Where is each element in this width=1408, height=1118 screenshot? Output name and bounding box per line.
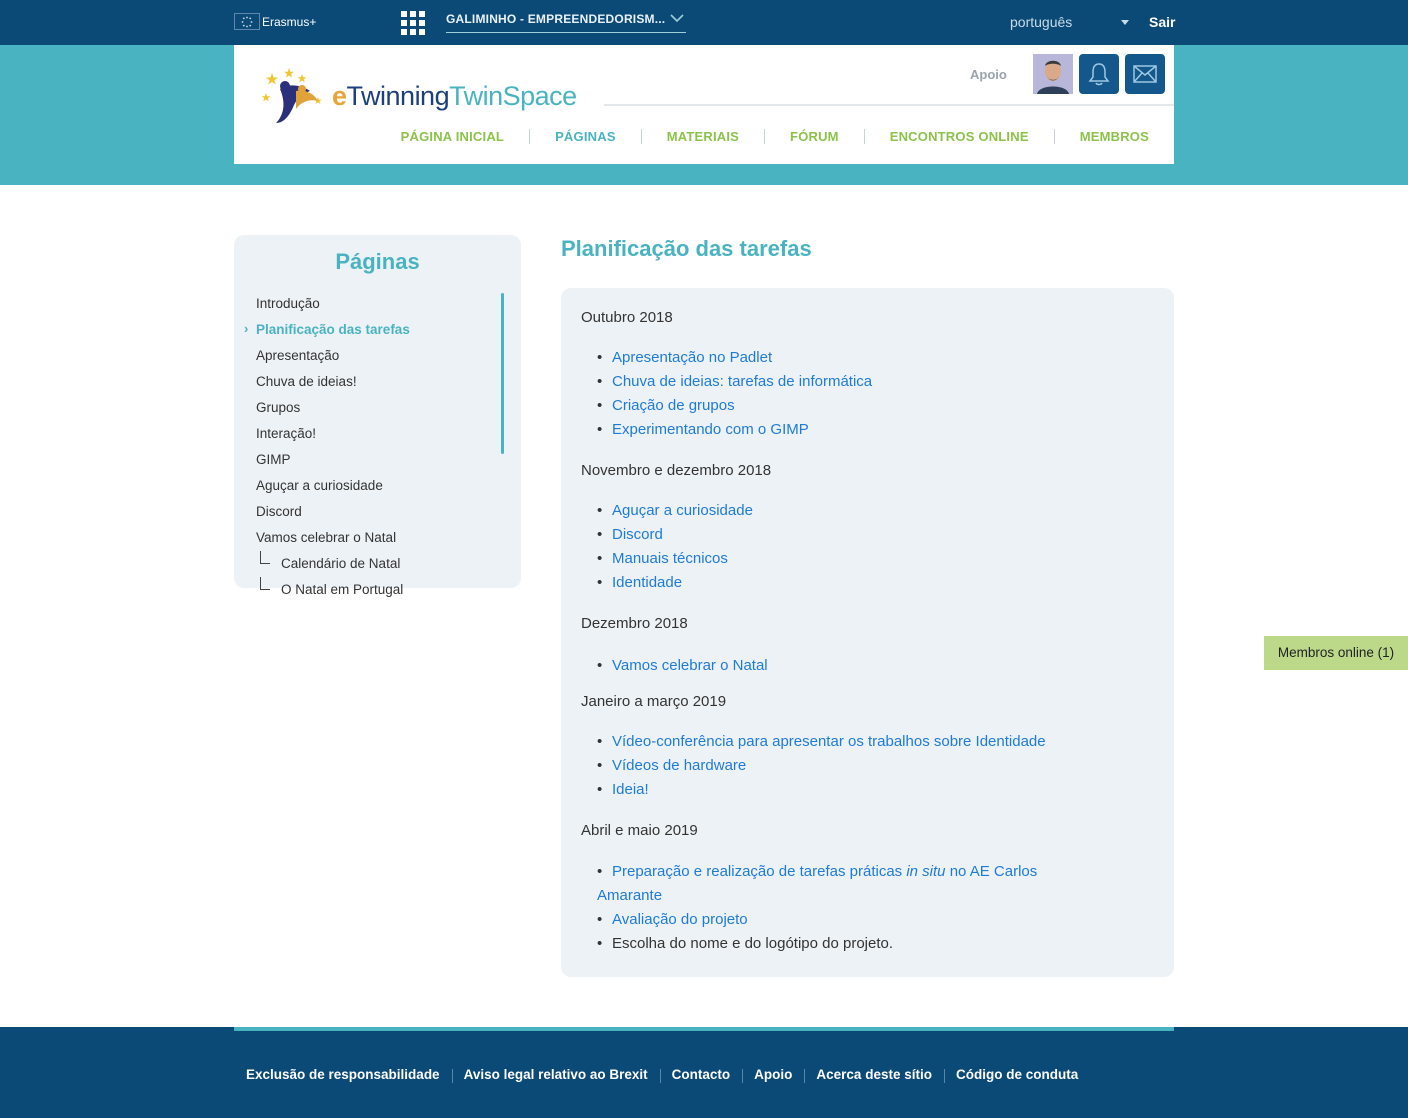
eu-flag-icon [234, 13, 260, 30]
nav-separator [764, 129, 765, 144]
footer-link-code-of-conduct[interactable]: Código de conduta [955, 1067, 1079, 1082]
section-abril-maio-2019 [581, 821, 1154, 956]
list-item [581, 730, 1154, 754]
page-content [561, 288, 1174, 977]
erasmus-logo[interactable] [234, 13, 316, 30]
link-gimp[interactable]: Experimentando com o GIMP [612, 421, 809, 438]
nav-home[interactable]: PÁGINA INICIAL [400, 129, 505, 144]
messages-button[interactable] [1125, 54, 1165, 94]
section-janeiro-marco-2019 [581, 692, 1154, 802]
footer-link-disclaimer[interactable]: Exclusão de responsabilidade [246, 1067, 440, 1082]
link-video-conferencia[interactable]: Vídeo-conferência para apresentar os trabalhos sobre Identidade [612, 733, 1046, 750]
sidebar-item-label: Planificação das tarefas [256, 322, 410, 337]
header [234, 45, 1174, 164]
list-item [581, 908, 1154, 932]
sidebar-item-gimp[interactable]: GIMP [256, 452, 291, 467]
top-bar [0, 0, 1408, 45]
footer-separator [944, 1069, 945, 1083]
pages-sidebar [234, 235, 521, 597]
footer-separator [804, 1069, 805, 1083]
list-item [581, 932, 1154, 956]
sidebar-item-chuva-de-ideias[interactable]: Chuva de ideias! [256, 374, 357, 389]
sidebar-item-planificacao[interactable] [234, 321, 521, 347]
sidebar-subitem-calendario[interactable] [234, 555, 521, 581]
sidebar-item-discord[interactable]: Discord [256, 504, 302, 519]
sidebar-page-list [234, 295, 521, 607]
footer-links [246, 1067, 1078, 1083]
erasmus-label: Erasmus+ [262, 14, 317, 29]
apps-grid-icon[interactable] [401, 11, 425, 35]
list-item [581, 778, 1154, 802]
sidebar-scrollbar[interactable] [501, 293, 504, 454]
list-item [581, 418, 1154, 442]
nav-members[interactable]: MEMBROS [1079, 129, 1149, 144]
link-agucar-curiosidade[interactable]: Aguçar a curiosidade [612, 502, 753, 519]
notifications-button[interactable] [1079, 54, 1119, 94]
footer-separator [742, 1069, 743, 1083]
page-title: Planificação das tarefas [561, 236, 812, 261]
section-heading: Novembro e dezembro 2018 [581, 462, 772, 479]
footer [0, 1027, 1408, 1118]
link-apresentacao-padlet[interactable]: Apresentação no Padlet [612, 349, 773, 366]
chevron-right-icon: › [244, 321, 249, 336]
etwinning-emblem-icon [258, 67, 328, 125]
link-avaliacao-projeto[interactable]: Avaliação do projeto [612, 911, 748, 928]
etwinning-logo[interactable] [258, 67, 577, 125]
link-criacao-grupos[interactable]: Criação de grupos [612, 397, 735, 414]
list-item [581, 654, 1154, 678]
link-videos-hardware[interactable]: Vídeos de hardware [612, 757, 747, 774]
link-identidade[interactable]: Identidade [612, 574, 683, 591]
footer-accent-line [234, 1027, 1174, 1031]
list-item [581, 346, 1154, 370]
footer-link-about[interactable]: Acerca deste sítio [816, 1067, 932, 1082]
project-name: GALIMINHO - EMPREENDEDORISM... [446, 12, 666, 26]
list-item [581, 547, 1154, 571]
section-dezembro-2018 [581, 614, 1154, 678]
support-link[interactable]: Apoio [970, 67, 1007, 82]
sidebar-item-interacao[interactable]: Interação! [256, 426, 317, 441]
nav-separator [529, 129, 530, 144]
list-item [581, 394, 1154, 418]
caret-down-icon[interactable] [1121, 20, 1129, 25]
user-avatar[interactable] [1033, 54, 1073, 94]
tree-connector [260, 577, 270, 590]
link-list [581, 499, 1154, 595]
sidebar-title: Páginas [335, 249, 420, 274]
mail-icon [1133, 65, 1157, 83]
link-manuais-tecnicos[interactable]: Manuais técnicos [612, 550, 728, 567]
sidebar-subitem-natal-portugal[interactable] [234, 581, 521, 607]
sidebar-item-introducao[interactable]: Introdução [256, 296, 320, 311]
footer-separator [660, 1069, 661, 1083]
link-list [581, 346, 1154, 442]
section-outubro-2018 [581, 308, 1154, 442]
section-heading: Outubro 2018 [581, 309, 673, 326]
logo-text: eTwinningTwinSpace [332, 80, 577, 111]
plain-item-text: Escolha do nome e do logótipo do projeto. [612, 935, 894, 952]
sidebar-item-label: Calendário de Natal [281, 556, 401, 571]
section-heading: Janeiro a março 2019 [581, 693, 727, 710]
list-item [581, 860, 1154, 908]
online-members-tab[interactable]: Membros online (1) [1264, 636, 1408, 670]
list-item [581, 523, 1154, 547]
bell-icon [1088, 62, 1110, 86]
footer-link-support[interactable]: Apoio [754, 1067, 793, 1082]
sidebar-item-apresentacao[interactable]: Apresentação [256, 348, 340, 363]
nav-forum[interactable]: FÓRUM [790, 129, 839, 144]
nav-separator [864, 129, 865, 144]
section-novembro-dezembro-2018 [581, 461, 1154, 595]
header-divider [604, 104, 1174, 106]
footer-link-contact[interactable]: Contacto [671, 1067, 731, 1082]
list-item [581, 571, 1154, 595]
nav-online-meetings[interactable]: ENCONTROS ONLINE [889, 129, 1029, 144]
footer-link-brexit[interactable]: Aviso legal relativo ao Brexit [463, 1067, 648, 1082]
link-vamos-celebrar-natal[interactable]: Vamos celebrar o Natal [612, 657, 768, 674]
nav-pages[interactable]: PÁGINAS [555, 129, 616, 144]
section-heading: Dezembro 2018 [581, 615, 688, 632]
sidebar-item-agucar[interactable]: Aguçar a curiosidade [256, 478, 383, 493]
link-chuva-de-ideias[interactable]: Chuva de ideias: tarefas de informática [612, 373, 873, 390]
sidebar-item-label: O Natal em Portugal [281, 582, 404, 597]
list-item [581, 499, 1154, 523]
main-nav [401, 129, 1149, 144]
link-discord[interactable]: Discord [612, 526, 663, 543]
section-heading: Abril e maio 2019 [581, 822, 698, 839]
nav-materials[interactable]: MATERIAIS [666, 129, 740, 144]
link-list [581, 860, 1154, 956]
footer-separator [452, 1069, 453, 1083]
tree-connector [260, 551, 270, 564]
link-list [581, 654, 1154, 678]
logout-link[interactable]: Sair [1149, 14, 1176, 30]
project-selector[interactable] [446, 12, 686, 33]
chevron-down-icon [670, 12, 684, 26]
sidebar-item-grupos[interactable]: Grupos [256, 400, 301, 415]
link-ideia[interactable]: Ideia! [612, 781, 649, 798]
link-preparacao-tarefas[interactable]: Preparação e realização de tarefas práticas in situ no AE Carlos Amarante [597, 863, 1038, 904]
sidebar-item-natal[interactable]: Vamos celebrar o Natal [256, 530, 397, 545]
nav-separator [1054, 129, 1055, 144]
list-item [581, 754, 1154, 778]
list-item [581, 370, 1154, 394]
nav-separator [641, 129, 642, 144]
language-select[interactable]: português [1010, 14, 1073, 30]
link-list [581, 730, 1154, 802]
